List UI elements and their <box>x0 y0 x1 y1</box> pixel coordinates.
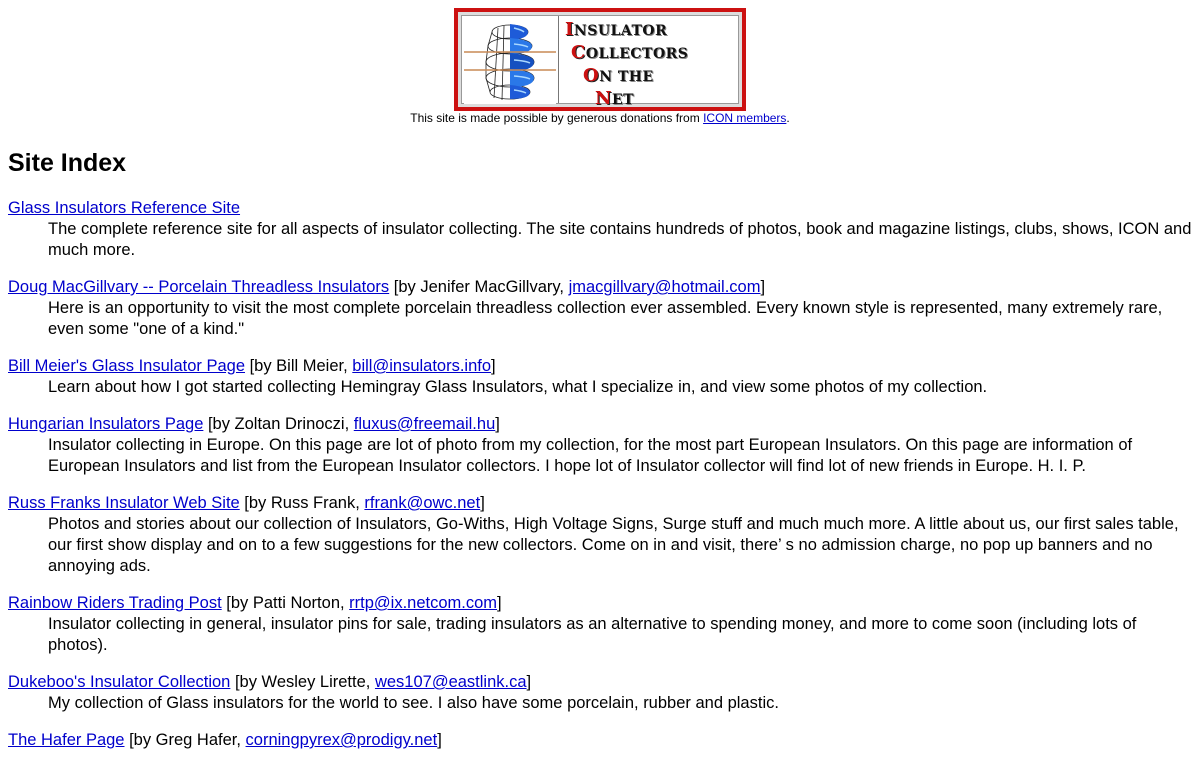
site-entry-header <box>8 672 1192 693</box>
site-description: Learn about how I got started collecting Hemingray Glass Insulators, what I specialize in, and view some photos of my collection. <box>48 378 988 396</box>
site-title-link[interactable]: Russ Franks Insulator Web Site <box>8 494 240 512</box>
site-title-link[interactable]: Doug MacGillvary -- Porcelain Threadless Insulators <box>8 278 390 296</box>
author-credit-close: ] <box>437 731 442 749</box>
site-entry-header <box>8 414 1192 435</box>
author-credit-close: ] <box>495 415 500 433</box>
site-entry-header <box>8 198 1192 219</box>
site-description: My collection of Glass insulators for the world to see. I also have some porcelain, rubber and plastic. <box>48 694 779 712</box>
logo-line-3: ON THE <box>583 65 654 86</box>
site-entry <box>8 356 1192 398</box>
site-description: Here is an opportunity to visit the most complete porcelain threadless collection ever assembled. Every known style is represented, many extremely rare, even some "one of a kind." <box>48 299 1163 338</box>
author-credit: [by Wesley Lirette, <box>230 673 375 691</box>
author-credit: [by Zoltan Drinoczi, <box>203 415 354 433</box>
logo-divider <box>558 16 559 103</box>
site-entry <box>8 730 1192 751</box>
page-title: Site Index <box>8 149 127 177</box>
site-entry-header <box>8 730 1192 751</box>
icon-members-link[interactable]: ICON members <box>703 111 787 125</box>
author-credit-close: ] <box>480 494 485 512</box>
site-entry <box>8 198 1192 261</box>
author-credit: [by Jenifer MacGillvary, <box>389 278 569 296</box>
insulator-logo-icon <box>464 18 556 104</box>
site-entry <box>8 672 1192 714</box>
site-description: Insulator collecting in general, insulator pins for sale, trading insulators as an alternative to spending money, and more to come soon (including lots of photos). <box>48 615 1137 654</box>
site-title-link[interactable]: Rainbow Riders Trading Post <box>8 594 222 612</box>
author-credit-close: ] <box>760 278 766 296</box>
site-title-link[interactable]: Dukeboo's Insulator Collection <box>8 673 231 691</box>
logo-line-4: NET <box>595 88 635 109</box>
site-entry <box>8 493 1192 577</box>
author-email-link[interactable]: jmacgillvary@hotmail.com <box>568 278 761 296</box>
site-description: The complete reference site for all aspects of insulator collecting. The site contains hundreds of photos, book and magazine listings, clubs, shows, ICON and much more. <box>48 220 1192 259</box>
author-email-link[interactable]: corningpyrex@prodigy.net <box>245 731 438 749</box>
site-title-link[interactable]: Bill Meier's Glass Insulator Page <box>8 357 245 375</box>
site-title-link[interactable]: Glass Insulators Reference Site <box>8 199 241 217</box>
logo-inner <box>461 15 739 109</box>
site-entry-header <box>8 493 1192 514</box>
site-entry-header <box>8 593 1192 614</box>
author-credit-close: ] <box>526 673 532 691</box>
site-entry-header <box>8 356 1192 377</box>
logo-frame <box>454 8 746 111</box>
site-description: Insulator collecting in Europe. On this page are lot of photo from my collection, for the most part European Insulators. On this page are information of European Insulators and list from the European Insulator collectors. I hope lot of Insulator collector will find lot of new friends in Europe. H. I. P. <box>48 436 1133 475</box>
author-credit-close: ] <box>491 357 496 375</box>
site-title-link[interactable]: The Hafer Page <box>8 731 125 749</box>
site-entry <box>8 593 1192 656</box>
site-title-link[interactable]: Hungarian Insulators Page <box>8 415 204 433</box>
author-email-link[interactable]: rfrank@owc.net <box>364 494 481 512</box>
author-credit: [by Russ Frank, <box>239 494 365 512</box>
logo-line-2: COLLECTORS <box>571 42 689 63</box>
author-credit: [by Greg Hafer, <box>124 731 246 749</box>
author-email-link[interactable]: fluxus@freemail.hu <box>353 415 496 433</box>
donation-notice: This site is made possible by generous donations from ICON members. <box>410 111 790 125</box>
site-description: Photos and stories about our collection of Insulators, Go-Withs, High Voltage Signs, Surge stuff and much much more. A little about us, our first sales table, our first show display and on to a few suggestions for the new collectors. Come on in and visit, there’ s no admission charge, no pop up banners and no annoying ads. <box>48 515 1179 575</box>
author-credit: [by Bill Meier, <box>245 357 353 375</box>
logo-line-1: INSULATOR <box>565 19 668 40</box>
site-entry-header <box>8 277 1192 298</box>
author-email-link[interactable]: bill@insulators.info <box>352 357 492 375</box>
site-entry <box>8 277 1192 340</box>
author-email-link[interactable]: wes107@eastlink.ca <box>374 673 527 691</box>
site-index-list <box>8 198 1192 767</box>
author-email-link[interactable]: rrtp@ix.netcom.com <box>349 594 498 612</box>
logo-wordmark <box>565 19 688 111</box>
author-credit-close: ] <box>497 594 502 612</box>
author-credit: [by Patti Norton, <box>221 594 350 612</box>
site-entry <box>8 414 1192 477</box>
icon-logo-banner <box>454 8 746 111</box>
